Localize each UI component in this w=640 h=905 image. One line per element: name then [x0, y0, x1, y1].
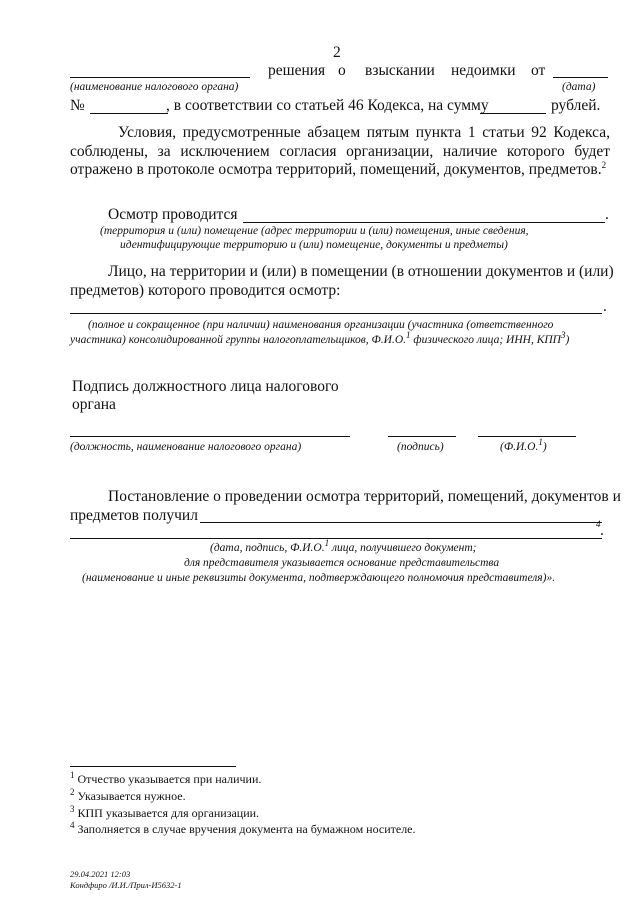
inspection-dot: .	[605, 206, 609, 223]
sum-line	[480, 113, 546, 114]
inspection-label: Осмотр проводится	[108, 206, 238, 223]
person-line	[70, 313, 602, 314]
word-decision: решения	[268, 62, 326, 79]
word-arrears: недоимки	[451, 62, 516, 79]
inspection-caption-1: (территория и (или) помещение (адрес территории и (или) помещения, иные сведения,	[100, 225, 529, 237]
number-line	[90, 113, 168, 114]
date-line	[553, 77, 608, 78]
received-caption-3: (наименование и иные реквизиты документа, подтверждающего полномочия представителя)».	[82, 572, 556, 584]
signature-line	[388, 436, 456, 437]
page-number: 2	[333, 44, 341, 61]
caption-position: (должность, наименование налогового органа)	[70, 441, 302, 453]
received-sup-4: 4	[596, 519, 601, 529]
inspection-caption-2: идентифицирующие территорию и (или) помещение, документы и предметы)	[120, 239, 508, 251]
person-text-2: предметов) которого проводится осмотр:	[70, 282, 341, 299]
caption-fio: (Ф.И.О.$^1$)	[500, 437, 547, 453]
position-line	[70, 436, 350, 437]
caption-date: (дата)	[562, 81, 596, 93]
tax-authority-line	[70, 77, 250, 78]
footnote-1: $^1$ Отчество указывается при наличии.	[70, 770, 262, 786]
fio-line	[478, 436, 576, 437]
caption-tax-authority: (наименование налогового органа)	[70, 81, 239, 93]
person-caption-1: (полное и сокращенное (при наличии) наименования организации (участника (ответственного	[88, 319, 554, 331]
conditions-paragraph: Условия, предусмотренные абзацем пятым пункта 1 статьи 92 Кодекса, соблюдены, за исключением согласия организации, наличие которого будет	[70, 124, 610, 160]
conditions-last-line: отражено в протоколе осмотра территорий, помещений, документов, предметов.$^2$	[70, 159, 607, 178]
received-text-2: предметов получил	[70, 507, 198, 524]
word-recovery: взыскании	[365, 62, 435, 79]
received-caption-2: для представителя указывается основание представительства	[184, 557, 500, 569]
word-from: от	[531, 62, 546, 79]
article-reference: , в соответствии со статьей 46 Кодекса, на сумму	[166, 97, 489, 114]
received-text-1: Постановление о проведении осмотра территорий, помещений, документов и	[108, 488, 621, 505]
caption-signature: (подпись)	[397, 441, 444, 453]
word-o: о	[338, 62, 346, 79]
inspection-line	[243, 222, 605, 223]
signature-label-2: органа	[72, 396, 116, 413]
stamp-date: 29.04.2021 12:03	[70, 869, 131, 879]
stamp-ref: Кондфиро /И.И./Прил-И5632-1	[70, 880, 182, 890]
footnote-2: $^2$ Указывается нужное.	[70, 787, 186, 803]
rubles-label: рублей.	[551, 97, 601, 114]
received-caption-1: (дата, подпись, Ф.И.О.$^1$ лица, получившего документ;	[210, 538, 477, 554]
received-line-2	[70, 538, 602, 539]
received-line-1	[200, 522, 602, 523]
person-caption-2: участника) консолидированной группы налогоплательщиков, Ф.И.О.$^1$ физического лица; ИНН, КПП$^3$)	[70, 330, 570, 346]
person-text-1: Лицо, на территории и (или) в помещении (в отношении документов и (или)	[108, 263, 614, 280]
footnote-4: $^4$ Заполняется в случае вручения документа на бумажном носителе.	[70, 820, 416, 836]
signature-label-1: Подпись должностного лица налогового	[72, 378, 339, 395]
footnote-separator	[70, 766, 236, 767]
footnote-3: $^3$ КПП указывается для организации.	[70, 804, 260, 820]
person-dot: .	[603, 298, 607, 315]
number-sign: №	[70, 97, 85, 114]
received-dot: .	[600, 522, 604, 539]
